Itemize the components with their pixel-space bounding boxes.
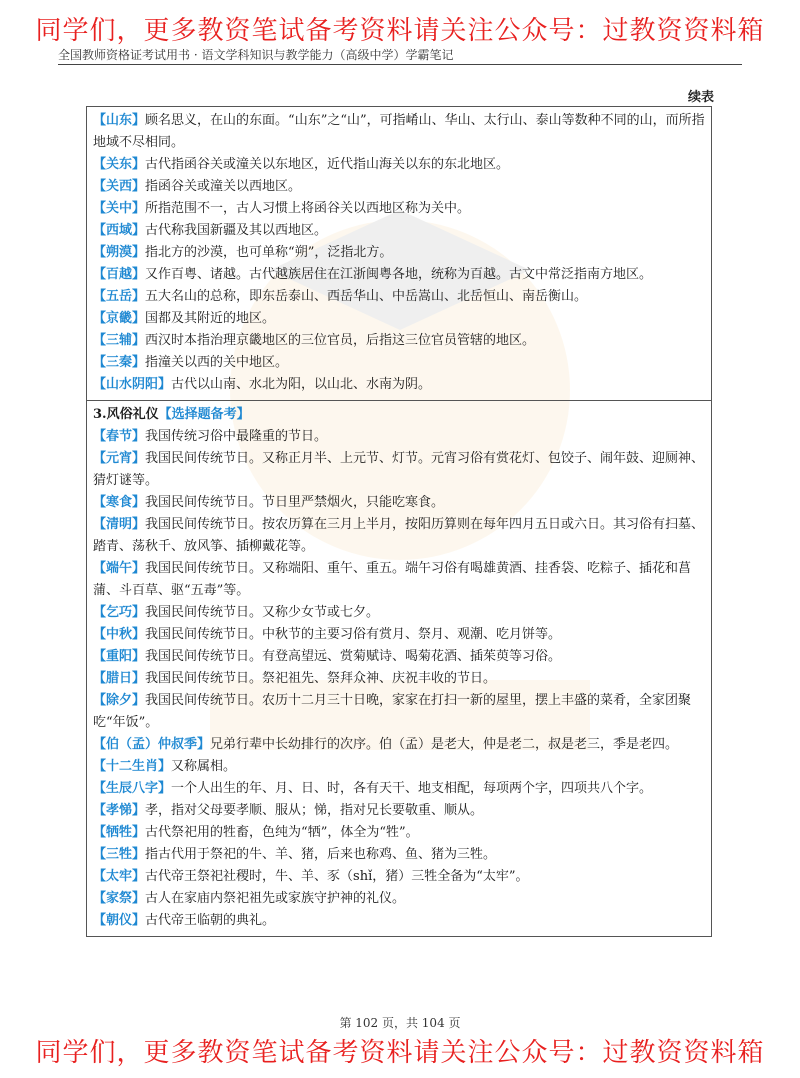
term-entry xyxy=(93,734,705,756)
bracket-open: 【 xyxy=(93,671,107,686)
term-definition: 指函谷关或潼关以西地区。 xyxy=(145,179,302,194)
bracket-close: 】 xyxy=(132,605,146,620)
bracket-open: 【 xyxy=(93,825,107,840)
term-definition: 指北方的沙漠，也可单称“朔”，泛指北方。 xyxy=(145,245,393,260)
term-entry xyxy=(93,822,705,844)
bracket-close: 】 xyxy=(158,759,172,774)
bracket-close: 】 xyxy=(132,891,146,906)
bracket-close: 】 xyxy=(158,781,172,796)
term-label: 中秋 xyxy=(106,627,133,642)
bracket-close: 】 xyxy=(132,517,146,532)
bracket-close: 】 xyxy=(132,311,146,326)
term-entry xyxy=(93,352,705,374)
bracket-open: 【 xyxy=(93,201,107,216)
term-label: 春节 xyxy=(106,429,133,444)
term-definition: 我国民间传统节日。又称端阳、重午、重五。端午习俗有喝雄黄酒、挂香袋、吃粽子、插花和菖蒲、斗百草、驱“五毒”等。 xyxy=(93,561,692,598)
term-label: 腊日 xyxy=(106,671,133,686)
bracket-close: 】 xyxy=(132,495,146,510)
term-label: 关中 xyxy=(106,201,133,216)
bracket-open: 【 xyxy=(93,759,107,774)
term-entry xyxy=(93,514,705,558)
term-entry xyxy=(93,646,705,668)
term-label: 家祭 xyxy=(106,891,133,906)
bracket-open: 【 xyxy=(93,847,107,862)
bracket-close: 】 xyxy=(132,913,146,928)
term-entry xyxy=(93,308,705,330)
term-entry xyxy=(93,176,705,198)
bracket-open: 【 xyxy=(93,913,107,928)
bracket-open: 【 xyxy=(93,355,107,370)
bracket-open: 【 xyxy=(93,377,107,392)
header-divider xyxy=(58,64,742,65)
term-entry xyxy=(93,602,705,624)
term-entry xyxy=(93,910,705,932)
term-entry xyxy=(93,242,705,264)
term-label: 朝仪 xyxy=(106,913,133,928)
section-heading xyxy=(93,404,705,426)
term-entry xyxy=(93,668,705,690)
term-label: 三牲 xyxy=(106,847,133,862)
term-label: 十二生肖 xyxy=(106,759,159,774)
notes-table xyxy=(86,106,712,937)
bracket-open: 【 xyxy=(93,311,107,326)
term-label: 山东 xyxy=(106,113,133,128)
term-definition: 五大名山的总称，即东岳泰山、西岳华山、中岳嵩山、北岳恒山、南岳衡山。 xyxy=(145,289,588,304)
term-definition: 西汉时本指治理京畿地区的三位官员，后指这三位官员管辖的地区。 xyxy=(145,333,536,348)
bracket-close: 】 xyxy=(132,627,146,642)
term-label: 西域 xyxy=(106,223,133,238)
bracket-close: 】 xyxy=(132,429,146,444)
term-definition: 古代祭祀用的牲畜，色纯为“牺”，体全为“牲”。 xyxy=(145,825,419,840)
term-entry xyxy=(93,888,705,910)
bracket-open: 【 xyxy=(93,517,107,532)
term-definition: 一个人出生的年、月、日、时，各有天干、地支相配，每项两个字，四项共八个字。 xyxy=(171,781,653,796)
term-label: 关西 xyxy=(106,179,133,194)
term-definition: 顾名思义，在山的东面。“山东”之“山”，可指崤山、华山、太行山、泰山等数种不同的山，而所指地域不尽相同。 xyxy=(93,113,705,150)
bracket-close: 】 xyxy=(132,561,146,576)
term-definition: 孝，指对父母要孝顺、服从；悌，指对兄长要敬重、顺从。 xyxy=(145,803,484,818)
term-definition: 我国民间传统节日。祭祀祖先、祭拜众神、庆祝丰收的节日。 xyxy=(145,671,497,686)
bracket-close: 】 xyxy=(132,201,146,216)
term-entry xyxy=(93,264,705,286)
term-label: 生辰八字 xyxy=(106,781,159,796)
term-entry xyxy=(93,844,705,866)
bracket-close: 】 xyxy=(132,267,146,282)
section-title: 3.风俗礼仪 xyxy=(93,407,159,422)
bracket-open: 【 xyxy=(93,495,107,510)
bracket-open: 【 xyxy=(93,561,107,576)
bracket-open: 【 xyxy=(93,693,107,708)
bracket-close: 】 xyxy=(132,847,146,862)
bracket-close: 】 xyxy=(132,157,146,172)
customs-section xyxy=(87,400,711,936)
bracket-open: 【 xyxy=(93,627,107,642)
bracket-close: 】 xyxy=(132,671,146,686)
continued-label: 续表 xyxy=(687,90,714,105)
bracket-open: 【 xyxy=(93,179,107,194)
bracket-close: 】 xyxy=(132,355,146,370)
bracket-open: 【 xyxy=(93,333,107,348)
term-entry xyxy=(93,866,705,888)
term-definition: 我国民间传统节日。又称少女节或七夕。 xyxy=(145,605,380,620)
bracket-open: 【 xyxy=(93,289,107,304)
term-definition: 我国民间传统节日。节日里严禁烟火，只能吃寒食。 xyxy=(145,495,445,510)
term-definition: 又作百粤、诸越。古代越族居住在江浙闽粤各地，统称为百越。古文中常泛指南方地区。 xyxy=(145,267,653,282)
term-entry xyxy=(93,286,705,308)
bracket-close: 】 xyxy=(132,869,146,884)
term-label: 百越 xyxy=(106,267,133,282)
term-entry xyxy=(93,374,705,396)
term-label: 太牢 xyxy=(106,869,133,884)
term-label: 清明 xyxy=(106,517,133,532)
term-label: 山水阴阳 xyxy=(106,377,159,392)
term-definition: 指潼关以西的关中地区。 xyxy=(145,355,289,370)
bracket-close: 】 xyxy=(132,451,146,466)
term-definition: 所指范围不一，古人习惯上将函谷关以西地区称为关中。 xyxy=(145,201,471,216)
term-definition: 指古代用于祭祀的牛、羊、猪，后来也称鸡、鱼、猪为三牲。 xyxy=(145,847,497,862)
bracket-close: 】 xyxy=(197,737,211,752)
term-definition: 我国民间传统节日。按农历算在三月上半月，按阳历算则在每年四月五日或六日。其习俗有扫墓、踏青、荡秋千、放风筝、插柳戴花等。 xyxy=(93,517,705,554)
bracket-open: 【 xyxy=(93,113,107,128)
geography-section xyxy=(87,107,711,400)
bracket-open: 【 xyxy=(93,451,107,466)
term-definition: 古代以山南、水北为阳，以山北、水南为阴。 xyxy=(171,377,432,392)
term-label: 端午 xyxy=(106,561,133,576)
bracket-close: 】 xyxy=(132,113,146,128)
bracket-close: 】 xyxy=(132,825,146,840)
bracket-open: 【 xyxy=(93,223,107,238)
bracket-open: 【 xyxy=(93,649,107,664)
term-label: 寒食 xyxy=(106,495,133,510)
term-entry xyxy=(93,558,705,602)
bracket-close: 】 xyxy=(132,179,146,194)
term-label: 除夕 xyxy=(106,693,133,708)
term-entry xyxy=(93,198,705,220)
term-entry xyxy=(93,220,705,242)
bracket-open: 【 xyxy=(93,245,107,260)
bracket-close: 】 xyxy=(132,803,146,818)
page-number: 第 102 页，共 104 页 xyxy=(339,1016,461,1030)
bracket-open: 【 xyxy=(93,891,107,906)
term-label: 伯（孟）仲叔季 xyxy=(106,737,198,752)
term-entry xyxy=(93,778,705,800)
bracket-close: 】 xyxy=(158,377,172,392)
term-entry xyxy=(93,690,705,734)
term-definition: 我国民间传统节日。农历十二月三十日晚，家家在打扫一新的屋里，摆上丰盛的菜肴，全家团聚吃“年饭”。 xyxy=(93,693,692,730)
term-definition: 又称属相。 xyxy=(171,759,237,774)
term-entry xyxy=(93,800,705,822)
bracket-open: 【 xyxy=(93,267,107,282)
section-tag: 【选择题备考】 xyxy=(158,407,250,422)
term-label: 三秦 xyxy=(106,355,133,370)
bracket-close: 】 xyxy=(132,333,146,348)
term-label: 三辅 xyxy=(106,333,133,348)
term-definition: 古代帝王祭祀社稷时，牛、羊、豕（shǐ，猪）三牲全备为“太牢”。 xyxy=(145,869,529,884)
term-definition: 古人在家庙内祭祀祖先或家族守护神的礼仪。 xyxy=(145,891,406,906)
term-entry xyxy=(93,110,705,154)
term-entry xyxy=(93,448,705,492)
term-label: 牺牲 xyxy=(106,825,133,840)
term-label: 乞巧 xyxy=(106,605,133,620)
bracket-close: 】 xyxy=(132,245,146,260)
bracket-open: 【 xyxy=(93,803,107,818)
term-label: 关东 xyxy=(106,157,133,172)
term-entry xyxy=(93,426,705,448)
bracket-open: 【 xyxy=(93,157,107,172)
bracket-close: 】 xyxy=(132,223,146,238)
term-entry xyxy=(93,330,705,352)
term-entry xyxy=(93,492,705,514)
term-definition: 我国民间传统节日。有登高望远、赏菊赋诗、喝菊花酒、插茱萸等习俗。 xyxy=(145,649,562,664)
bracket-open: 【 xyxy=(93,737,107,752)
term-definition: 我国民间传统节日。又称正月半、上元节、灯节。元宵习俗有赏花灯、包饺子、闹年鼓、迎厕神、猜灯谜等。 xyxy=(93,451,705,488)
term-label: 重阳 xyxy=(106,649,133,664)
term-label: 朔漠 xyxy=(106,245,133,260)
term-label: 元宵 xyxy=(106,451,133,466)
term-definition: 古代称我国新疆及其以西地区。 xyxy=(145,223,328,238)
book-subtitle: 全国教师资格证考试用书 · 语文学科知识与教学能力（高级中学）学霸笔记 xyxy=(58,48,454,62)
bracket-open: 【 xyxy=(93,605,107,620)
term-definition: 兄弟行辈中长幼排行的次序。伯（孟）是老大，仲是老二，叔是老三，季是老四。 xyxy=(210,737,679,752)
term-label: 京畿 xyxy=(106,311,133,326)
term-definition: 古代帝王临朝的典礼。 xyxy=(145,913,276,928)
term-entry xyxy=(93,624,705,646)
promo-banner-top: 同学们，更多教资笔试备考资料请关注公众号：过教资资料箱 xyxy=(35,16,765,46)
bracket-open: 【 xyxy=(93,429,107,444)
promo-banner-bottom: 同学们，更多教资笔试备考资料请关注公众号：过教资资料箱 xyxy=(35,1038,765,1068)
bracket-close: 】 xyxy=(132,693,146,708)
term-definition: 古代指函谷关或潼关以东地区，近代指山海关以东的东北地区。 xyxy=(145,157,510,172)
term-label: 孝悌 xyxy=(106,803,133,818)
term-entry xyxy=(93,756,705,778)
term-definition: 国都及其附近的地区。 xyxy=(145,311,276,326)
term-definition: 我国民间传统节日。中秋节的主要习俗有赏月、祭月、观潮、吃月饼等。 xyxy=(145,627,562,642)
bracket-close: 】 xyxy=(132,649,146,664)
term-label: 五岳 xyxy=(106,289,133,304)
term-entry xyxy=(93,154,705,176)
term-definition: 我国传统习俗中最隆重的节日。 xyxy=(145,429,328,444)
bracket-open: 【 xyxy=(93,869,107,884)
bracket-open: 【 xyxy=(93,781,107,796)
bracket-close: 】 xyxy=(132,289,146,304)
